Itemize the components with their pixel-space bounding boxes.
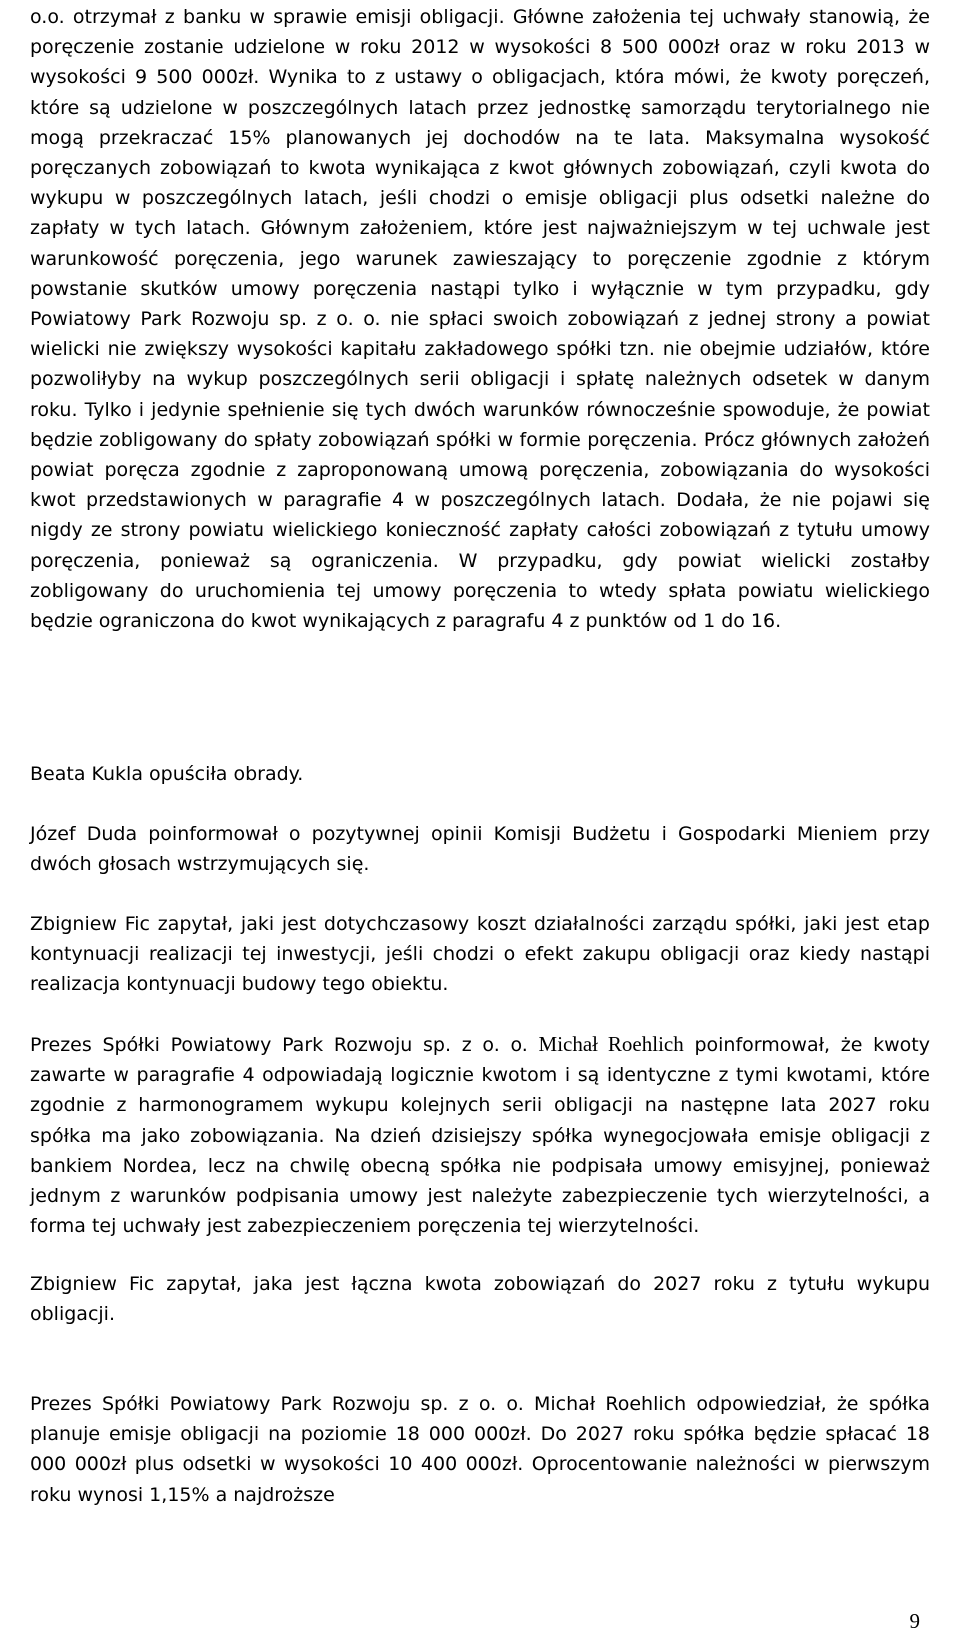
speaker-name: Michał Roehlich	[538, 1032, 684, 1056]
paragraph-bond-guarantee-details: o.o. otrzymał z banku w sprawie emisji obligacji. Główne założenia tej uchwały stanowią, że poręczenie zostanie udzielone w roku 2012 w wysokości 8 500 000zł oraz w roku 2013 w wysokości 9 500 000zł. Wynika to z ustawy o obligacjach, która mówi, że kwoty poręczeń, które są udzielone w poszczególnych latach przez jednostkę samorządu terytorialnego nie mogą przekraczać 15% planowanych jej dochodów na te lata. Maksymalna wysokość poręczanych zobowiązań to kwota wynikająca z kwot głównych zobowiązań, czyli kwota do wykupu w poszczególnych latach, jeśli chodzi o emisje obligacji plus odsetki należne do zapłaty w tych latach. Głównym założeniem, które jest najważniejszym w tej uchwale jest warunkowość poręczenia, jego warunek zawieszający to poręczenie zgodnie z którym powstanie skutków umowy poręczenia nastąpi tylko i wyłącznie w tym przypadku, gdy Powiatowy Park Rozwoju sp. z o. o. nie spłaci swoich zobowiązań z jednej strony a powiat wielicki nie zwiększy wysokości kapitału zakładowego spółki tzn. nie obejmie udziałów, które pozwoliłyby na wykup poszczególnych serii obligacji i spłatę należnych odsetek w danym roku. Tylko i jedynie spełnienie się tych dwóch warunków równocześnie spowoduje, że powiat będzie zobligowany do spłaty zobowiązań spółki w formie poręczenia. Prócz głównych założeń powiat poręcza zgodnie z zaproponowaną umową poręczenia, zobowiązania do wysokości kwot przedstawionych w paragrafie 4 w poszczególnych latach. Dodała, że nie pojawi się nigdy ze strony powiatu wielickiego konieczność zapłaty całości zobowiązań z tytułu umowy poręczenia, ponieważ są ograniczenia. W przypadku, gdy powiat wielicki zostałby zobligowany do uruchomienia tej umowy poręczenia to wtedy spłata powiatu wielickiego będzie ograniczona do kwot wynikających z paragrafu 4 z punktów od 1 do 16.	[30, 6, 930, 633]
paragraph-total-liabilities-question: Zbigniew Fic zapytał, jaka jest łączna kwota zobowiązań do 2027 roku z tytułu wykupu obligacji.	[30, 1273, 930, 1326]
paragraph-committee-opinion: Józef Duda poinformował o pozytywnej opinii Komisji Budżetu i Gospodarki Mieniem przy dwóch głosach wstrzymujących się.	[30, 823, 930, 876]
page-number: 9	[909, 1609, 920, 1633]
paragraph-bond-issue-answer: Prezes Spółki Powiatowy Park Rozwoju sp. z o. o. Michał Roehlich odpowiedział, że spółka planuje emisje obligacji na poziomie 18 000 000zł. Do 2027 roku spółka będzie spłacać 18 000 000zł plus odsetki w wysokości 10 400 000zł. Oprocentowanie należności w pierwszym roku wynosi 1,15% a najdroższe	[30, 1393, 930, 1506]
paragraph-president-response-intro: Prezes Spółki Powiatowy Park Rozwoju sp. z o. o.	[30, 1034, 539, 1056]
paragraph-president-response-body: poinformował, że kwoty zawarte w paragrafie 4 odpowiadają logicznie kwotom i są identyczne z tymi kwotami, które zgodnie z harmonogramem wykupu kolejnych serii obligacji na następne lata 2027 roku spółka ma jako zobowiązania. Na dzień dzisiejszy spółka wynegocjowała emisje obligacji z bankiem Nordea, lecz na chwilę obecną spółka nie podpisała umowy emisyjnej, ponieważ jednym z warunków podpisania umowy jest należyte zabezpieczenie tych wierzytelności, a forma tej uchwały jest zabezpieczeniem poręczenia tej wierzytelności.	[30, 1034, 930, 1238]
paragraph-president-response	[30, 1029, 930, 1241]
paragraph-zbigniew-fic-question: Zbigniew Fic zapytał, jaki jest dotychczasowy koszt działalności zarządu spółki, jaki jest etap kontynuacji realizacji tej inwestycji, jeśli chodzi o efekt zakupu obligacji oraz kiedy nastąpi realizacja kontynuacji budowy tego obiektu.	[30, 913, 930, 996]
paragraph-beata-kukla-left: Beata Kukla opuściła obrady.	[30, 763, 304, 785]
